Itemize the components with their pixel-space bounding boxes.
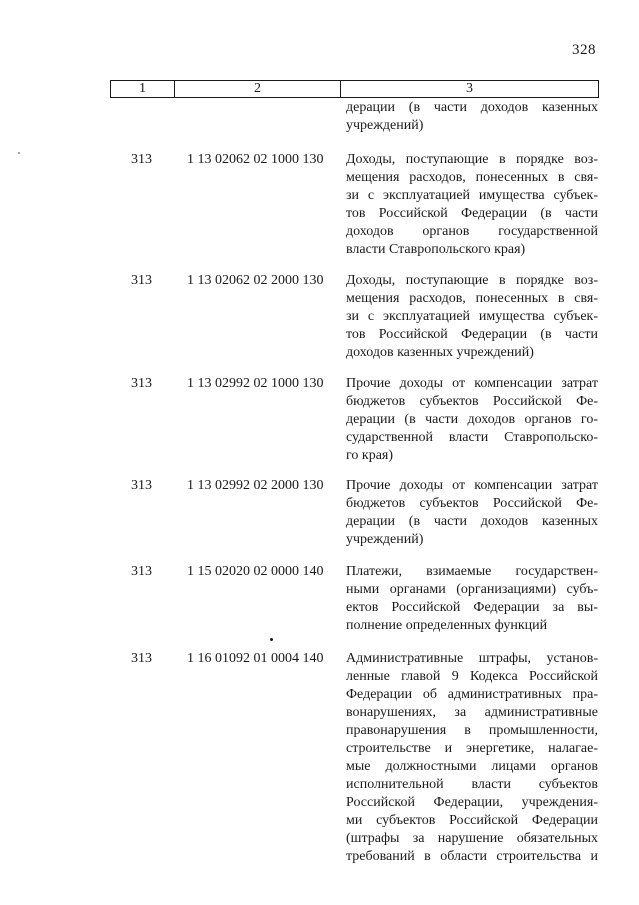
description-line: доходов казенных учреждений) xyxy=(346,345,534,360)
description-line: Доходы, поступающие в порядке воз- xyxy=(346,152,598,167)
description-line: зи с эксплуатацией имущества субъек- xyxy=(346,309,598,324)
description-line: правонарушения в промышленности, xyxy=(346,723,598,738)
admin-code: 313 xyxy=(131,273,152,288)
budget-classification-code: 1 16 01092 01 0004 140 xyxy=(187,651,324,666)
header-col-1: 1 xyxy=(111,81,175,97)
description-line: мые должностными лицами органов xyxy=(346,759,598,774)
description-line: исполнительной власти субъектов xyxy=(346,777,598,792)
description-line: дерации (в части доходов казенных xyxy=(346,100,598,115)
admin-code: 313 xyxy=(131,152,152,167)
description-line: учреждений) xyxy=(346,118,424,133)
description-line: го края) xyxy=(346,448,394,463)
description-line: дерации (в части доходов органов го- xyxy=(346,412,598,427)
description-line: ектов Российской Федерации за вы- xyxy=(346,600,598,615)
description-line: дерации (в части доходов казенных xyxy=(346,514,598,529)
scan-artifact-dot xyxy=(18,152,20,154)
budget-classification-code: 1 13 02992 02 2000 130 xyxy=(187,478,324,493)
description-line: доходов органов государственной xyxy=(346,224,598,239)
budget-classification-code: 1 15 02020 02 0000 140 xyxy=(187,564,324,579)
admin-code: 313 xyxy=(131,564,152,579)
description-line: полнение определенных функций xyxy=(346,618,548,633)
continued-description xyxy=(346,99,598,135)
description-line: Федерации об административных пра- xyxy=(346,687,598,702)
description-line: (штрафы за нарушение обязательных xyxy=(346,831,598,846)
description-line: учреждений) xyxy=(346,532,424,547)
scan-artifact-dot xyxy=(270,638,273,641)
income-description xyxy=(346,151,598,259)
description-line: Административные штрафы, установ- xyxy=(346,651,598,666)
admin-code: 313 xyxy=(131,478,152,493)
description-line: Доходы, поступающие в порядке воз- xyxy=(346,273,598,288)
description-line: мещения расходов, понесенных в свя- xyxy=(346,291,598,306)
description-line: тов Российской Федерации (в части xyxy=(346,327,598,342)
description-line: Прочие доходы от компенсации затрат xyxy=(346,376,598,391)
description-line: Прочие доходы от компенсации затрат xyxy=(346,478,598,493)
admin-code: 313 xyxy=(131,651,152,666)
description-line: ми субъектов Российской Федерации xyxy=(346,813,598,828)
description-line: требований в области строительства и xyxy=(346,849,598,864)
description-line: тов Российской Федерации (в части xyxy=(346,206,598,221)
description-line: зи с эксплуатацией имущества субъек- xyxy=(346,188,598,203)
budget-classification-code: 1 13 02062 02 2000 130 xyxy=(187,273,324,288)
description-line: вонарушениях, за административные xyxy=(346,705,598,720)
description-line: строительстве и энергетике, налагае- xyxy=(346,741,598,756)
income-description xyxy=(346,563,598,635)
description-line: мещения расходов, понесенных в свя- xyxy=(346,170,598,185)
description-line: Российской Федерации, учреждения- xyxy=(346,795,598,810)
income-description xyxy=(346,375,598,465)
table-header xyxy=(110,80,599,98)
page-number: 328 xyxy=(572,42,596,58)
description-line: Платежи, взимаемые государствен- xyxy=(346,564,598,579)
budget-classification-code: 1 13 02062 02 1000 130 xyxy=(187,152,324,167)
income-description xyxy=(346,272,598,362)
header-col-3: 3 xyxy=(466,81,473,96)
header-col-2: 2 xyxy=(175,81,341,97)
description-line: ленные главой 9 Кодекса Российской xyxy=(346,669,598,684)
budget-classification-code: 1 13 02992 02 1000 130 xyxy=(187,376,324,391)
admin-code: 313 xyxy=(131,376,152,391)
description-line: сударственной власти Ставропольско- xyxy=(346,430,598,445)
description-line: ными органами (организациями) субъ- xyxy=(346,582,598,597)
income-description xyxy=(346,650,598,866)
description-line: власти Ставропольского края) xyxy=(346,242,526,257)
description-line: бюджетов субъектов Российской Фе- xyxy=(346,394,598,409)
income-description xyxy=(346,477,598,549)
description-line: бюджетов субъектов Российской Фе- xyxy=(346,496,598,511)
